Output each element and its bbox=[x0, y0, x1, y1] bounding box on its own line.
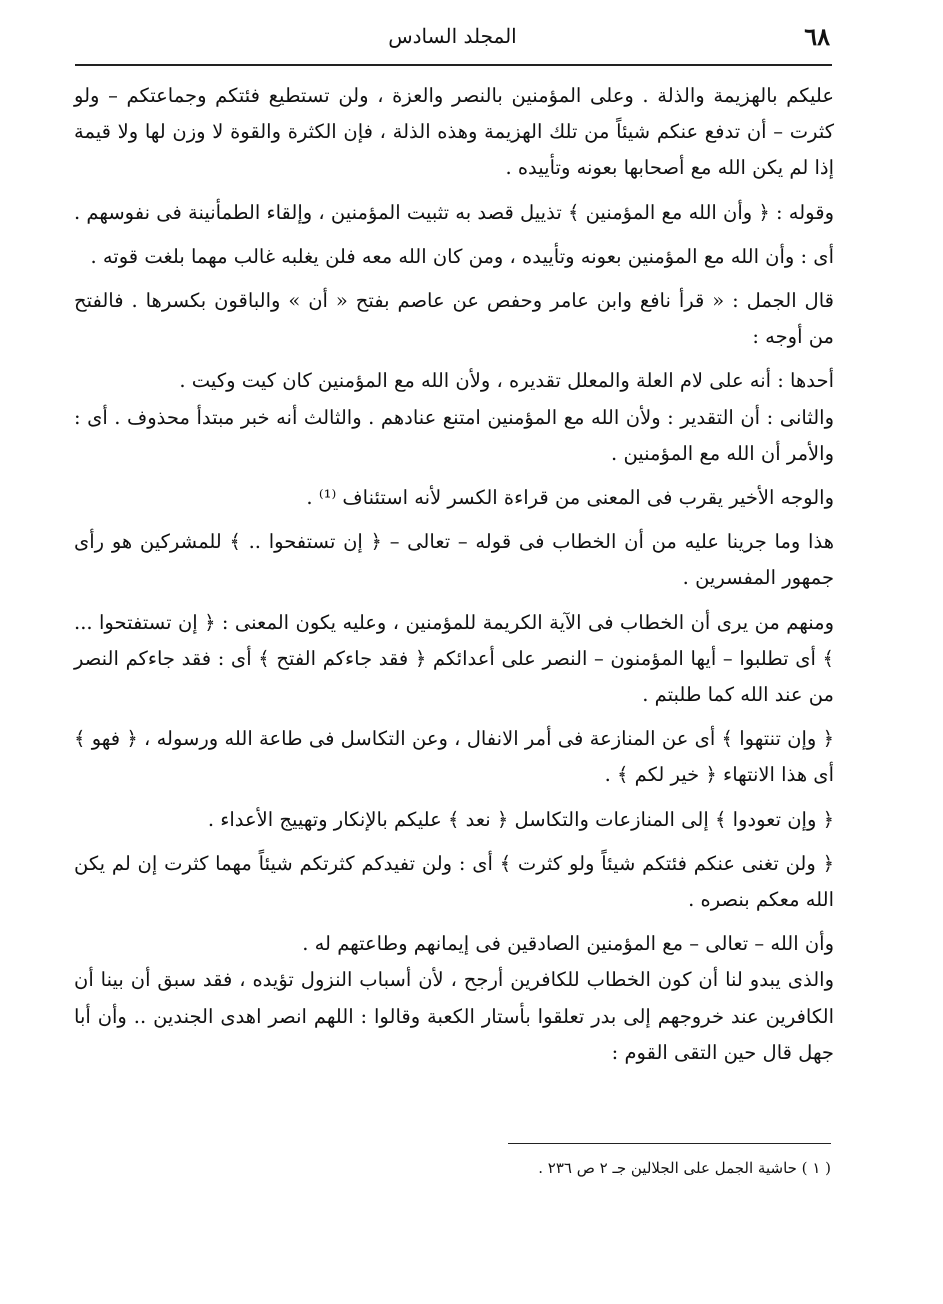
paragraph: ومنهم من يرى أن الخطاب فى الآية الكريمة للمؤمنين ، وعليه يكون المعنى : ﴿ إن تستفتحوا ... ﴾ أى تطلبوا – أيها المؤمنون – النصر على أعدائكم ﴿ فقد جاءكم الفتح ﴾ أى : فقد جاءكم النصر من عند الله كما طلبتم . bbox=[74, 610, 834, 707]
page-header bbox=[75, 22, 830, 58]
paragraph: أى : وأن الله مع المؤمنين بعونه وتأييده ، ومن كان الله معه فلن يغلبه غالب مهما بلغت قوته . bbox=[90, 244, 834, 268]
footnote: ( ١ ) حاشية الجمل على الجلالين جـ ٢ ص ٢٣٦ . bbox=[538, 1159, 831, 1177]
paragraph: ﴿ وإن تنتهوا ﴾ أى عن المنازعة فى أمر الانفال ، وعن التكاسل فى طاعة الله ورسوله ، ﴿ فهو ﴾ أى هذا الانتهاء ﴿ خير لكم ﴾ . bbox=[74, 727, 834, 787]
body-text bbox=[74, 78, 834, 1071]
paragraph: والذى يبدو لنا أن كون الخطاب للكافرين أرجح ، لأن أسباب النزول تؤيده ، فقد سبق أن بينا أن الكافرين عند خروجهم إلى بدر تعلقوا بأستار الكعبة وقالوا : اللهم انصر اهدى الجندين .. وأن أبا جهل قال حين التقى القوم : bbox=[74, 968, 834, 1064]
header-divider bbox=[75, 64, 832, 66]
paragraph: قال الجمل : « قرأ نافع وابن عامر وحفص عن عاصم بفتح « أن » والباقون بكسرها . فالفتح من أوجه : bbox=[74, 289, 834, 349]
paragraph: أحدها : أنه على لام العلة والمعلل تقديره ، ولأن الله مع المؤمنين كان كيت وكيت . bbox=[179, 369, 834, 393]
paragraph: وقوله : ﴿ وأن الله مع المؤمنين ﴾ تذييل قصد به تثبيت المؤمنين ، وإلقاء الطمأنينة فى نفوسهم . bbox=[73, 200, 834, 224]
paragraph: ﴿ وإن تعودوا ﴾ إلى المنازعات والتكاسل ﴿ نعد ﴾ عليكم بالإنكار وتهييج الأعداء . bbox=[207, 807, 834, 831]
paragraph: عليكم بالهزيمة والذلة . وعلى المؤمنين بالنصر والعزة ، ولن تستطيع فئتكم وجماعتكم – ولو كثرت – أن تدفع عنكم شيئاً من تلك الهزيمة وهذه الذلة ، فإن الكثرة والقوة لا وزن لها ولا قيمة إذا لم يكن الله مع أصحابها بعونه وتأييده . bbox=[74, 84, 834, 180]
paragraph: ﴿ ولن تغنى عنكم فئتكم شيئاً ولو كثرت ﴾ أى : ولن تفيدكم كثرتكم شيئاً مهما كثرت إن لم يكن الله معكم بنصره . bbox=[74, 851, 834, 912]
footnote-divider bbox=[508, 1143, 831, 1144]
paragraph: هذا وما جرينا عليه من أن الخطاب فى قوله – تعالى – ﴿ إن تستفحوا .. ﴾ للمشركين هو رأى جمهور المفسرين . bbox=[74, 530, 834, 590]
paragraph: والثانى : أن التقدير : ولأن الله مع المؤمنين امتنع عنادهم . والثالث أنه خبر مبتدأ محذوف . أى : والأمر أن الله مع المؤمنين . bbox=[74, 405, 834, 465]
paragraph: وأن الله – تعالى – مع المؤمنين الصادقين فى إيمانهم وطاعتهم له . bbox=[302, 932, 834, 956]
page-number: ٦٨ bbox=[804, 22, 830, 51]
running-head: المجلد السادس bbox=[388, 24, 517, 48]
paragraph: والوجه الأخير يقرب فى المعنى من قراءة الكسر لأنه استئناف ⁽¹⁾ . bbox=[306, 486, 834, 510]
